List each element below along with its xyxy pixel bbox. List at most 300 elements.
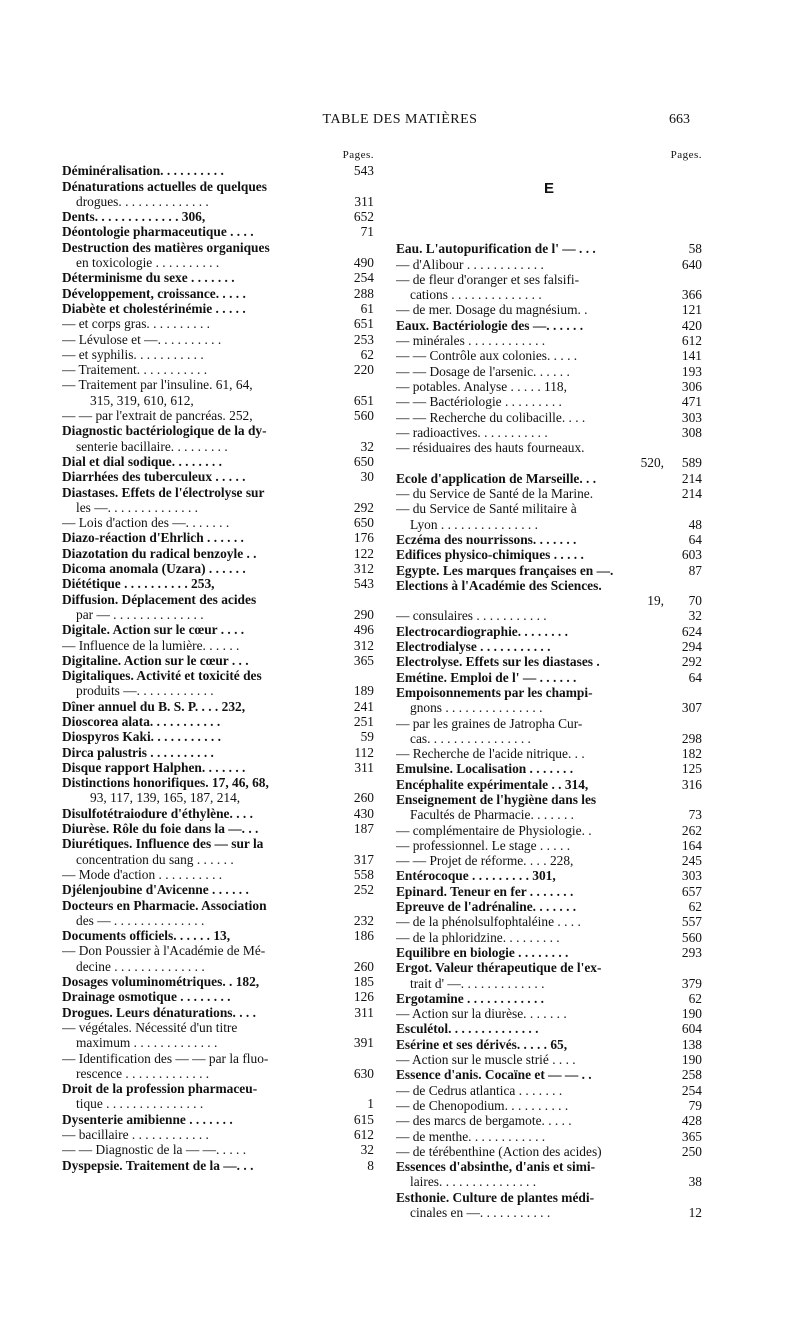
entry-text: — Traitement par l'insuline. 61, 64, xyxy=(62,377,253,393)
entry-text: — d'Alibour . . . . . . . . . . . . xyxy=(396,256,544,272)
entry-text: Dents. . . . . . . . . . . . . 306, xyxy=(62,209,206,225)
index-entry xyxy=(396,853,702,868)
entry-text: 19, xyxy=(647,593,664,609)
page-reference: 652 xyxy=(353,209,374,225)
index-entry xyxy=(396,1037,702,1052)
page-reference: 543 xyxy=(353,163,374,179)
index-entry xyxy=(396,241,702,256)
entry-text: Dyspepsie. Traitement de la —. . . xyxy=(62,1157,254,1173)
index-entry xyxy=(396,1098,702,1113)
index-entry xyxy=(396,823,702,838)
index-entry xyxy=(62,928,374,943)
index-entry xyxy=(62,332,374,347)
index-entry xyxy=(396,960,702,975)
entry-text: Electrocardiographie. . . . . . . . xyxy=(396,623,568,639)
index-column-left xyxy=(62,148,374,1173)
entry-text: — résiduaires des hauts fourneaux. xyxy=(396,440,585,456)
index-entry xyxy=(62,362,374,377)
page-reference: 251 xyxy=(353,713,374,729)
entry-text: Diospyros Kaki. . . . . . . . . . . xyxy=(62,729,221,745)
entry-text: Diurétiques. Influence des — sur la xyxy=(62,836,264,852)
index-entry xyxy=(396,1190,702,1205)
index-entry xyxy=(62,163,374,178)
index-entry xyxy=(396,608,702,623)
page-reference: 70 xyxy=(688,593,702,609)
page-reference: 560 xyxy=(353,408,374,424)
index-entry xyxy=(62,607,374,622)
entry-text: Djélenjoubine d'Avicenne . . . . . . xyxy=(62,882,249,898)
page-reference: 650 xyxy=(353,515,374,531)
index-entry xyxy=(62,515,374,530)
entry-text: — minérales . . . . . . . . . . . . xyxy=(396,333,546,349)
index-entry xyxy=(396,547,702,562)
page-reference: 496 xyxy=(353,622,374,638)
index-entry xyxy=(62,1112,374,1127)
entry-text: Esérine et ses dérivés. . . . . 65, xyxy=(396,1036,568,1052)
page-reference: 64 xyxy=(688,669,702,685)
index-entry xyxy=(396,1205,702,1220)
page-reference: 651 xyxy=(353,392,374,408)
entry-text: produits —. . . . . . . . . . . . xyxy=(76,683,214,699)
entry-text: — — Dosage de l'arsenic. . . . . . xyxy=(396,363,570,379)
page-reference: 112 xyxy=(354,744,374,760)
page-reference: 560 xyxy=(681,929,702,945)
page-reference: 73 xyxy=(688,807,702,823)
index-entry xyxy=(62,1096,374,1111)
page-reference: 312 xyxy=(353,637,374,653)
index-entry xyxy=(396,761,702,776)
index-entry xyxy=(62,1005,374,1020)
page-reference: 141 xyxy=(681,348,702,364)
index-entry xyxy=(62,301,374,316)
entry-text: maximum . . . . . . . . . . . . . xyxy=(76,1035,218,1051)
index-entry xyxy=(62,882,374,897)
index-entry xyxy=(396,899,702,914)
page-reference: 557 xyxy=(681,914,702,930)
page-reference: 298 xyxy=(681,730,702,746)
page-reference: 79 xyxy=(688,1097,702,1113)
index-entry xyxy=(396,302,702,317)
page-reference: 138 xyxy=(681,1036,702,1052)
entry-text: — de fleur d'oranger et ses falsifi- xyxy=(396,271,580,287)
entry-text: gnons . . . . . . . . . . . . . . . xyxy=(410,700,543,716)
entry-text: Ergot. Valeur thérapeutique de l'ex- xyxy=(396,960,602,976)
entry-text: Drogues. Leurs dénaturations. . . . xyxy=(62,1004,256,1020)
entry-text: Dysenterie amibienne . . . . . . . xyxy=(62,1111,233,1127)
index-entry xyxy=(396,746,702,761)
running-head xyxy=(0,112,800,132)
entry-text: — de Cedrus atlantica . . . . . . . xyxy=(396,1082,563,1098)
entry-text: rescence . . . . . . . . . . . . . xyxy=(76,1065,210,1081)
entry-text: — Traitement. . . . . . . . . . . xyxy=(62,362,208,378)
entry-text: Dicoma anomala (Uzara) . . . . . . xyxy=(62,561,246,577)
index-entry xyxy=(396,1159,702,1174)
page-reference: 311 xyxy=(354,759,374,775)
entry-text: Documents officiels. . . . . . 13, xyxy=(62,928,231,944)
page-number: 663 xyxy=(669,112,690,127)
page-reference: 306 xyxy=(681,378,702,394)
page-title: TABLE DES MATIÈRES xyxy=(322,112,478,127)
entry-text: Edifices physico-chimiques . . . . . xyxy=(396,547,584,563)
entry-text: — végétales. Nécessité d'un titre xyxy=(62,1019,238,1035)
entry-text: Essence d'anis. Cocaïne et — — . . xyxy=(396,1067,592,1083)
page-reference: 612 xyxy=(681,333,702,349)
page-reference: 121 xyxy=(681,302,702,318)
page-reference: 59 xyxy=(360,729,374,745)
page-reference: 62 xyxy=(688,990,702,1006)
entry-text: Eaux. Bactériologie des —. . . . . . xyxy=(396,317,584,333)
page-reference: 64 xyxy=(688,531,702,547)
entry-text: Dial et dial sodique. . . . . . . . xyxy=(62,453,222,469)
page-reference: 12 xyxy=(688,1205,702,1220)
page-reference: 290 xyxy=(353,606,374,622)
entry-text: Encéphalite expérimentale . . 314, xyxy=(396,776,589,792)
index-entry xyxy=(62,622,374,637)
entry-text: — complémentaire de Physiologie. . xyxy=(396,822,592,838)
index-entry xyxy=(396,991,702,1006)
page-reference: 366 xyxy=(681,287,702,303)
page-reference: 176 xyxy=(353,530,374,546)
page-reference: 253 xyxy=(353,331,374,347)
index-entry xyxy=(62,852,374,867)
index-entry xyxy=(62,1020,374,1035)
page-reference: 651 xyxy=(353,316,374,332)
index-entry xyxy=(62,179,374,194)
index-entry xyxy=(62,1035,374,1050)
entry-text: Epreuve de l'adrénaline. . . . . . . xyxy=(396,899,577,915)
index-entry xyxy=(396,807,702,822)
page-reference: 311 xyxy=(354,1004,374,1020)
entry-text: — Recherche de l'acide nitrique. . . xyxy=(396,746,585,762)
index-entry xyxy=(396,868,702,883)
index-entry xyxy=(396,410,702,425)
page-reference: 471 xyxy=(681,394,702,410)
entry-text: Dosages voluminométriques. . 182, xyxy=(62,974,260,990)
entry-text: — radioactives. . . . . . . . . . . xyxy=(396,424,548,440)
entry-text: Diazo-réaction d'Ehrlich . . . . . . xyxy=(62,530,244,546)
entry-text: Diffusion. Déplacement des acides xyxy=(62,591,257,607)
entry-text: Essences d'absinthe, d'anis et simi- xyxy=(396,1159,596,1175)
page-reference: 420 xyxy=(681,317,702,333)
entry-text: Diarrhées des tuberculeux . . . . . xyxy=(62,469,246,485)
index-entry xyxy=(62,745,374,760)
entry-text: Ecole d'application de Marseille. . . xyxy=(396,470,597,486)
index-entry xyxy=(62,194,374,209)
page-reference: 260 xyxy=(353,790,374,806)
index-entry xyxy=(62,240,374,255)
page-reference: 241 xyxy=(353,698,374,714)
entry-text: — — Diagnostic de la — —. . . . . xyxy=(62,1142,247,1158)
entry-text: — bacillaire . . . . . . . . . . . . xyxy=(62,1127,209,1142)
index-entry xyxy=(62,867,374,882)
page-reference: 62 xyxy=(688,899,702,915)
entry-text: par — . . . . . . . . . . . . . . xyxy=(76,606,204,622)
entry-text: Déterminisme du sexe . . . . . . . xyxy=(62,270,235,286)
page-reference: 32 xyxy=(688,608,702,624)
index-entry xyxy=(62,408,374,423)
index-entry xyxy=(62,347,374,362)
entry-text: Emulsine. Localisation . . . . . . . xyxy=(396,761,574,777)
index-entry xyxy=(62,714,374,729)
page-reference: 312 xyxy=(353,561,374,577)
index-entry xyxy=(62,668,374,683)
index-entry xyxy=(396,945,702,960)
index-entry xyxy=(396,792,702,807)
index-entry xyxy=(62,377,374,392)
index-entry xyxy=(62,454,374,469)
index-entry xyxy=(396,654,702,669)
index-column-right xyxy=(396,148,702,1220)
index-entry xyxy=(396,517,702,532)
entry-text: les —. . . . . . . . . . . . . . xyxy=(76,499,198,515)
entry-text: Drainage osmotique . . . . . . . . xyxy=(62,989,231,1005)
index-entry xyxy=(62,224,374,239)
page-reference: 48 xyxy=(688,516,702,532)
page-reference: 640 xyxy=(681,256,702,272)
page-reference: 193 xyxy=(681,363,702,379)
page-reference: 311 xyxy=(354,193,374,209)
entry-text: Electrolyse. Effets sur les diastases . xyxy=(396,654,600,670)
index-entry xyxy=(62,469,374,484)
page-reference: 126 xyxy=(353,989,374,1005)
page-reference: 294 xyxy=(681,639,702,655)
entry-text: Eczéma des nourrissons. . . . . . . xyxy=(396,531,577,547)
page-reference: 190 xyxy=(681,1006,702,1022)
page-reference: 189 xyxy=(353,683,374,699)
page-reference: 8 xyxy=(367,1157,374,1173)
entry-text: 520, xyxy=(640,455,664,471)
index-entry xyxy=(396,1006,702,1021)
page-reference: 260 xyxy=(353,958,374,974)
index-entry xyxy=(396,318,702,333)
entry-text: — potables. Analyse . . . . . 118, xyxy=(396,378,567,394)
index-entry xyxy=(396,1052,702,1067)
page-reference: 190 xyxy=(681,1052,702,1068)
entry-text: Digitaline. Action sur le cœur . . . xyxy=(62,652,249,668)
index-entry xyxy=(396,1067,702,1082)
index-entry xyxy=(396,563,702,578)
entry-text: Ergotamine . . . . . . . . . . . . xyxy=(396,990,545,1006)
entry-text: Diabète et cholestérinémie . . . . . xyxy=(62,300,246,316)
page-reference: 220 xyxy=(353,362,374,378)
entry-text: Diagnostic bactériologique de la dy- xyxy=(62,423,267,439)
index-entry xyxy=(62,500,374,515)
index-entry xyxy=(62,1158,374,1173)
index-entry xyxy=(62,423,374,438)
index-entry xyxy=(396,639,702,654)
entry-text: — Mode d'action . . . . . . . . . . xyxy=(62,866,223,882)
entry-text: — Identification des — — par la fluo- xyxy=(62,1050,269,1066)
page-reference: 428 xyxy=(681,1113,702,1129)
page-reference: 182 xyxy=(681,746,702,762)
entry-text: — du Service de Santé militaire à xyxy=(396,501,577,517)
page-reference: 603 xyxy=(681,547,702,563)
page-reference: 558 xyxy=(353,866,374,882)
entry-text: Entérocoque . . . . . . . . . 301, xyxy=(396,868,556,884)
page-reference: 254 xyxy=(681,1082,702,1098)
index-entry xyxy=(62,974,374,989)
entry-text: Lyon . . . . . . . . . . . . . . . xyxy=(410,516,538,532)
page-reference: 258 xyxy=(681,1067,702,1083)
index-entry xyxy=(62,653,374,668)
entry-text: Digitale. Action sur le cœur . . . . xyxy=(62,622,245,638)
entry-text: — — par l'extrait de pancréas. 252, xyxy=(62,408,253,424)
entry-text: — Influence de la lumière. . . . . . xyxy=(62,637,240,653)
entry-text: — de menthe. . . . . . . . . . . . xyxy=(396,1128,546,1144)
index-entry xyxy=(62,959,374,974)
index-entry xyxy=(396,593,702,608)
entry-text: — Action sur le muscle strié . . . . xyxy=(396,1052,576,1068)
page-reference: 303 xyxy=(681,409,702,425)
entry-text: decine . . . . . . . . . . . . . . xyxy=(76,958,205,974)
index-entry xyxy=(62,1127,374,1142)
index-entry xyxy=(396,486,702,501)
page-reference: 292 xyxy=(681,654,702,670)
index-entry xyxy=(396,501,702,516)
index-entry xyxy=(62,989,374,1004)
index-entry xyxy=(62,1051,374,1066)
page-reference: 430 xyxy=(353,805,374,821)
entry-text: laires. . . . . . . . . . . . . . . xyxy=(410,1174,537,1190)
index-entry xyxy=(396,670,702,685)
index-entry xyxy=(396,425,702,440)
index-entry xyxy=(396,976,702,991)
page-reference: 32 xyxy=(360,1142,374,1158)
index-entry xyxy=(396,272,702,287)
entry-text: Disque rapport Halphen. . . . . . . xyxy=(62,759,246,775)
index-entry xyxy=(396,838,702,853)
entry-text: Destruction des matières organiques xyxy=(62,239,270,255)
index-entry xyxy=(396,930,702,945)
page-reference: 164 xyxy=(681,837,702,853)
entry-text: Diététique . . . . . . . . . . 253, xyxy=(62,576,215,592)
entry-text: Epinard. Teneur en fer . . . . . . . xyxy=(396,883,574,899)
page-reference: 612 xyxy=(353,1127,374,1142)
index-entry xyxy=(62,806,374,821)
entry-text: — — Recherche du colibacille. . . . xyxy=(396,409,586,425)
index-entries-right xyxy=(396,241,702,1220)
entry-text: des — . . . . . . . . . . . . . . xyxy=(76,912,205,928)
index-entry xyxy=(396,624,702,639)
index-entry xyxy=(62,530,374,545)
entry-text: — — Contrôle aux colonies. . . . . xyxy=(396,348,578,364)
index-entry xyxy=(396,471,702,486)
page-reference: 61 xyxy=(360,300,374,316)
entry-text: Enseignement de l'hygiène dans les xyxy=(396,791,597,807)
entry-text: 315, 319, 610, 612, xyxy=(90,392,194,408)
entry-text: Equilibre en biologie . . . . . . . . xyxy=(396,944,569,960)
page-reference: 589 xyxy=(681,455,702,471)
entry-text: cations . . . . . . . . . . . . . . xyxy=(410,287,542,303)
page-reference: 232 xyxy=(353,912,374,928)
page-reference: 185 xyxy=(353,974,374,990)
entry-text: Diazotation du radical benzoyle . . xyxy=(62,545,257,561)
entry-text: — du Service de Santé de la Marine. xyxy=(396,486,594,502)
entry-text: — de Chenopodium. . . . . . . . . . xyxy=(396,1097,569,1113)
page-reference: 245 xyxy=(681,853,702,869)
page-reference: 1 xyxy=(367,1096,374,1112)
index-entry xyxy=(396,394,702,409)
pages-column-label: Pages. xyxy=(342,149,374,161)
entry-text: — de térébenthine (Action des acides) xyxy=(396,1143,602,1159)
page-reference: 365 xyxy=(681,1128,702,1144)
page-reference: 650 xyxy=(353,453,374,469)
page-reference: 187 xyxy=(353,821,374,837)
index-entry xyxy=(396,287,702,302)
entry-text: senterie bacillaire. . . . . . . . . xyxy=(76,438,228,454)
page-reference: 307 xyxy=(681,700,702,716)
entry-text: — de mer. Dosage du magnésium. . xyxy=(396,302,588,318)
page-reference: 657 xyxy=(681,883,702,899)
index-entries-left xyxy=(62,163,374,1173)
index-entry xyxy=(62,1142,374,1157)
entry-text: trait d' —. . . . . . . . . . . . . xyxy=(410,975,545,991)
page-reference: 303 xyxy=(681,868,702,884)
index-entry xyxy=(62,255,374,270)
index-entry xyxy=(396,884,702,899)
entry-text: Dioscorea alata. . . . . . . . . . . xyxy=(62,713,221,729)
entry-text: Digitaliques. Activité et toxicité des xyxy=(62,668,262,684)
index-entry xyxy=(62,790,374,805)
page-reference: 365 xyxy=(353,652,374,668)
entry-text: drogues. . . . . . . . . . . . . . xyxy=(76,193,209,209)
page-reference: 62 xyxy=(360,346,374,362)
entry-text: — et corps gras. . . . . . . . . . xyxy=(62,316,211,332)
section-letter-heading: E xyxy=(543,180,554,198)
index-entry xyxy=(62,913,374,928)
entry-text: Distinctions honorifiques. 17, 46, 68, xyxy=(62,775,269,791)
page-reference: 288 xyxy=(353,285,374,301)
page-reference: 391 xyxy=(353,1035,374,1051)
index-entry xyxy=(62,439,374,454)
entry-text: Disulfotétraiodure d'éthylène. . . . xyxy=(62,805,253,821)
index-entry xyxy=(62,1066,374,1081)
entry-text: — Lois d'action des —. . . . . . . xyxy=(62,515,230,531)
page-reference: 58 xyxy=(688,241,702,257)
page-reference: 604 xyxy=(681,1021,702,1037)
page-reference: 262 xyxy=(681,822,702,838)
page-reference: 214 xyxy=(681,486,702,502)
entry-text: — des marcs de bergamote. . . . . xyxy=(396,1113,572,1129)
page-reference: 292 xyxy=(353,499,374,515)
entry-text: Droit de la profession pharmaceu- xyxy=(62,1081,258,1097)
entry-text: — — Projet de réforme. . . . 228, xyxy=(396,853,574,869)
entry-text: — Lévulose et —. . . . . . . . . . xyxy=(62,331,222,347)
index-entry xyxy=(396,364,702,379)
page-reference: 71 xyxy=(360,224,374,240)
index-entry xyxy=(62,576,374,591)
index-entry xyxy=(396,348,702,363)
index-entry xyxy=(62,821,374,836)
entry-text: — de la phénolsulfophtaléine . . . . xyxy=(396,914,581,930)
index-entry xyxy=(396,716,702,731)
entry-text: Emétine. Emploi de l' — . . . . . . xyxy=(396,669,577,685)
index-entry xyxy=(62,209,374,224)
index-entry xyxy=(396,455,702,470)
page-reference: 30 xyxy=(360,469,374,485)
index-entry xyxy=(396,379,702,394)
page-reference: 490 xyxy=(353,255,374,271)
index-entry xyxy=(396,914,702,929)
index-entry xyxy=(62,1081,374,1096)
entry-text: Déontologie pharmaceutique . . . . xyxy=(62,224,254,240)
page-reference: 316 xyxy=(681,776,702,792)
page-reference: 38 xyxy=(688,1174,702,1190)
index-entry xyxy=(396,731,702,746)
index-entry xyxy=(62,775,374,790)
page-reference: 615 xyxy=(353,1111,374,1127)
index-entry xyxy=(396,700,702,715)
